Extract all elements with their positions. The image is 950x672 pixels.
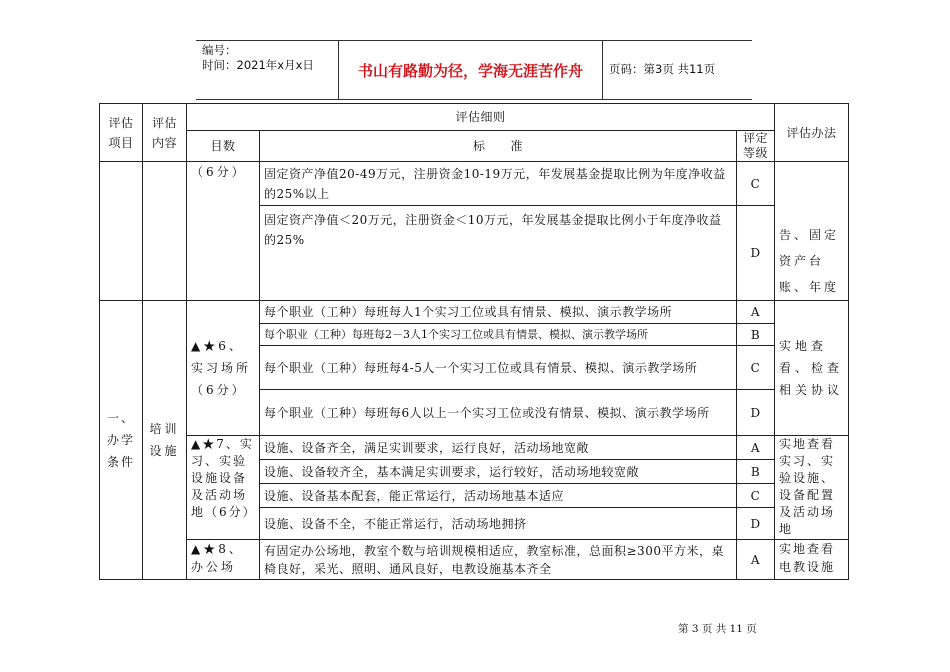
standard-cell: 固定资产净值＜20万元，注册资金＜10万元，年发展基金提取比例小于年度净收益的25% bbox=[260, 206, 737, 301]
number-label: 编号： bbox=[202, 43, 237, 57]
table-row bbox=[100, 436, 849, 460]
page-header bbox=[196, 40, 752, 100]
method-cell: 实地查看实习、实验设施、设备配置及活动场地 bbox=[775, 436, 849, 540]
standard-cell: 每个职业（工种）每班每4-5人一个实习工位或具有情景、模拟、演示教学场所 bbox=[260, 346, 737, 390]
item-cell bbox=[100, 162, 143, 301]
grade-cell: A bbox=[737, 301, 775, 324]
sub-item-cell: ▲★7、实习、实验设施设备及活动场地（6分） bbox=[187, 436, 260, 540]
item-cell: 一、办学条件 bbox=[100, 301, 143, 580]
standard-cell: 每个职业（工种）每班每2－3人1个实习工位或具有情景、模拟、演示教学场所 bbox=[260, 324, 737, 346]
standard-cell: 设施、设备较齐全，基本满足实训要求，运行较好，活动场地较宽敞 bbox=[260, 460, 737, 484]
table-row bbox=[100, 540, 849, 580]
header-meta bbox=[202, 43, 314, 73]
header-detail: 评估细则 bbox=[187, 104, 775, 131]
sub-item-cell: （6分） bbox=[187, 162, 260, 301]
header-content: 评估内容 bbox=[143, 104, 187, 162]
grade-cell: B bbox=[737, 324, 775, 346]
standard-cell: 每个职业（工种）每班每人1个实习工位或具有情景、模拟、演示教学场所 bbox=[260, 301, 737, 324]
standard-cell: 每个职业（工种）每班每6人以上一个实习工位或没有情景、模拟、演示教学场所 bbox=[260, 390, 737, 436]
grade-cell: D bbox=[737, 508, 775, 540]
header-sub-item: 目数 bbox=[187, 131, 260, 162]
header-grade: 评定等级 bbox=[737, 131, 775, 162]
standard-cell: 设施、设备齐全，满足实训要求，运行良好，活动场地宽敞 bbox=[260, 436, 737, 460]
grade-cell: B bbox=[737, 460, 775, 484]
sub-item-cell: ▲★8、办公场 bbox=[187, 540, 260, 580]
header-page-label: 页码：第3页 共11页 bbox=[609, 62, 716, 76]
table-row bbox=[100, 162, 849, 206]
standard-cell: 固定资产净值20-49万元，注册资金10-19万元，年发展基金提取比例为年度净收益的25%以上 bbox=[260, 162, 737, 206]
grade-cell: C bbox=[737, 162, 775, 206]
header-standard: 标 准 bbox=[260, 131, 737, 162]
grade-cell: D bbox=[737, 390, 775, 436]
standard-cell: 设施、设备不全，不能正常运行，活动场地拥挤 bbox=[260, 508, 737, 540]
grade-cell: A bbox=[737, 540, 775, 580]
method-cell: 实地查看电教设施 bbox=[775, 540, 849, 580]
header-method: 评估办法 bbox=[775, 104, 849, 162]
header-motto: 书山有路勤为径，学海无涯苦作舟 bbox=[357, 61, 583, 80]
grade-cell: C bbox=[737, 346, 775, 390]
method-cell: 告、固定资产台账、年度 bbox=[775, 162, 849, 301]
header-item: 评估项目 bbox=[100, 104, 143, 162]
grade-cell: A bbox=[737, 436, 775, 460]
method-cell: 实地查看、检查相关协议 bbox=[775, 301, 849, 436]
page-footer: 第 3 页 共 11 页 bbox=[678, 623, 757, 635]
content-cell bbox=[143, 162, 187, 301]
evaluation-table bbox=[99, 103, 849, 580]
sub-item-cell: ▲★6、实习场所（6分） bbox=[187, 301, 260, 436]
standard-cell: 设施、设备基本配套，能正常运行，活动场地基本适应 bbox=[260, 484, 737, 508]
grade-cell: D bbox=[737, 206, 775, 301]
header-divider bbox=[602, 41, 603, 99]
grade-cell: C bbox=[737, 484, 775, 508]
standard-cell: 有固定办公场地，教室个数与培训规模相适应，教室标准，总面积≥300平方米，桌椅良好，采光、照明、通风良好，电教设施基本齐全 bbox=[260, 540, 737, 580]
content-cell: 培训设施 bbox=[143, 301, 187, 580]
table-row bbox=[100, 301, 849, 324]
time-label: 时间：2021年x月x日 bbox=[202, 58, 314, 72]
